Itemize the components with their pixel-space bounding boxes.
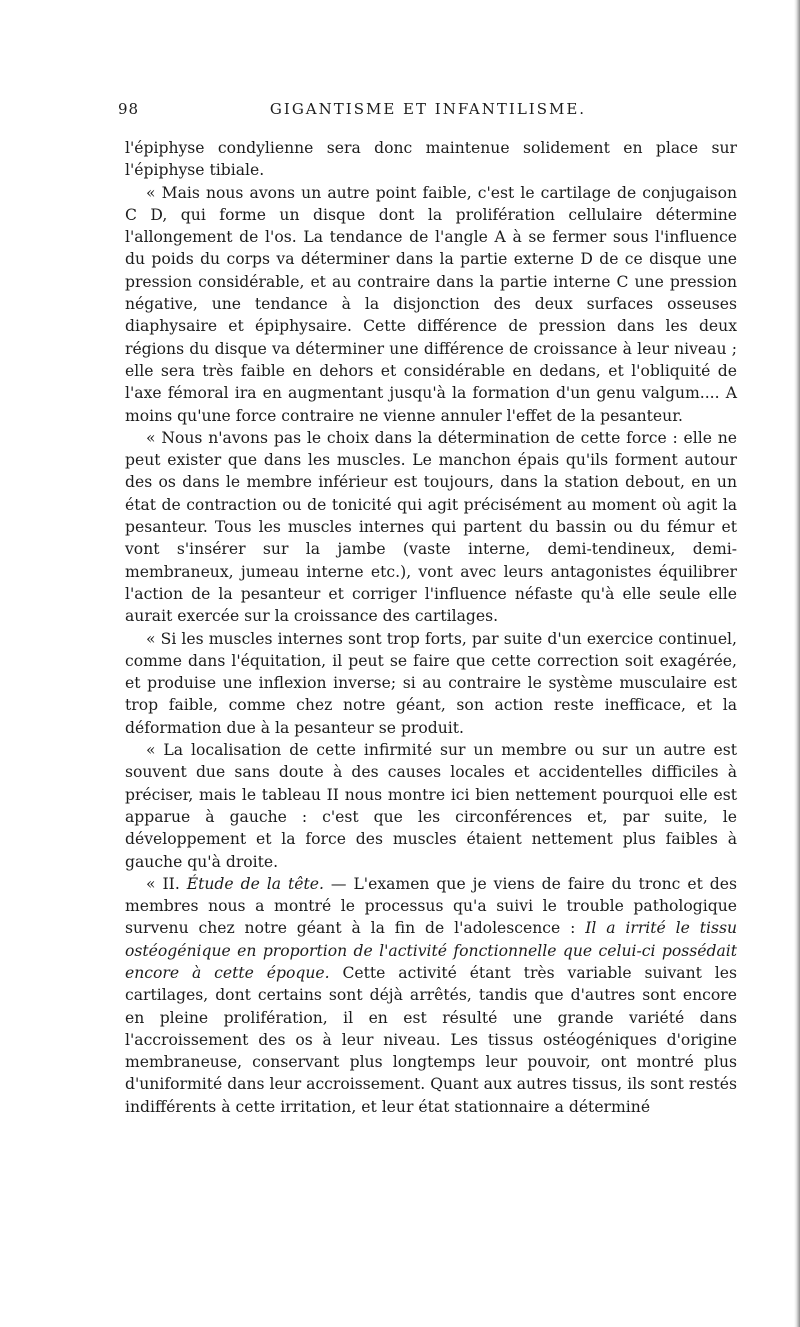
running-title: GIGANTISME ET INFANTILISME. (269, 100, 587, 118)
paragraph-p1 (125, 137, 737, 182)
paragraph-p2 (125, 182, 737, 427)
paragraph-p5 (125, 739, 737, 873)
text-segment: « II. (146, 874, 187, 893)
page-number: 98 (118, 100, 140, 118)
page-edge-shadow (794, 0, 800, 1327)
italic-text-segment: Étude de la tête. (186, 874, 324, 893)
text-segment: « Nous n'avons pas le choix dans la détermination de cette force : elle ne peut exister que dans les muscles. Le manchon épais qu'ils forment autour des os dans le membre inférieur est toujours, dans la station debout, en un état de contraction ou de tonicité qui agit précisément au moment où agit la pesanteur. Tous les muscles internes qui partent du bassin ou du fémur et vont s'insérer sur la jambe (vaste interne, demi-tendineux, demi-membraneux, jumeau interne etc.), vont avec leurs antagonistes équilibrer l'action de la pesanteur et corriger l'influence néfaste qu'à elle seule elle aurait exercée sur la croissance des cartilages. (125, 428, 737, 626)
text-segment: l'épiphyse condylienne sera donc maintenue solidement en place sur l'épiphyse tibiale. (125, 139, 737, 180)
text-segment: « Si les muscles internes sont trop forts, par suite d'un exercice continuel, comme dans l'équitation, il peut se faire que cette correction soit exagérée, et produise une inflexion inverse; si au contraire le système musculaire est trop faible, comme chez notre géant, son action reste inefficace, et la déformation due à la pesanteur se produit. (125, 629, 737, 737)
page-header (118, 100, 738, 124)
paragraph-p3 (125, 427, 737, 628)
paragraph-p4 (125, 628, 737, 739)
paragraph-p6 (125, 873, 737, 1118)
text-segment: « Mais nous avons un autre point faible, c'est le cartilage de conjugaison C D, qui forme un disque dont la prolifération cellulaire détermine l'allongement de l'os. La tendance de l'angle A à se fermer sous l'influence du poids du corps va déterminer dans la partie externe D de ce disque une pression considérable, et au contraire dans la partie interne C une pression négative, une tendance à la disjonction des deux surfaces osseuses diaphysaire et épiphysaire. Cette différence de pression dans les deux régions du disque va déterminer une différence de croissance à leur niveau ; elle sera très faible en dehors et considérable en dedans, et l'obliquité de l'axe fémoral ira en augmentant jusqu'à la formation d'un genu valgum.... A moins qu'une force contraire ne vienne annuler l'effet de la pesanteur. (125, 183, 737, 425)
text-segment: « La localisation de cette infirmité sur un membre ou sur un autre est souvent due sans doute à des causes locales et accidentelles difficiles à préciser, mais le tableau II nous montre ici bien nettement pourquoi elle est apparue à gauche : c'est que les circonférences et, par suite, le développement et la force des muscles étaient nettement plus faibles à gauche qu'à droite. (125, 741, 737, 871)
text-segment: Cette activité étant très variable suivant les cartilages, dont certains sont déjà arrêtés, tandis que d'autres sont encore en pleine prolifération, il en est résulté une grande variété dans l'accroissement des os à leur niveau. Les tissus ostéogéniques d'origine membraneuse, conservant plus longtemps leur pouvoir, ont montré plus d'uniformité dans leur accroissement. Quant aux autres tissus, ils sont restés indifférents à cette irritation, et leur état stationnaire a déterminé (125, 963, 737, 1116)
body-text (125, 137, 737, 1118)
text-segment: — L'examen que je viens de faire du tronc et des membres nous a montré le processus qu'a suivi le trouble pathologique survenu chez notre géant à la fin de l'adolescence : (125, 874, 738, 938)
italic-text-segment: Il a irrité le tissu ostéogénique en proportion de l'activité fonctionnelle que celui-ci possédait encore à cette époque. (125, 919, 737, 982)
